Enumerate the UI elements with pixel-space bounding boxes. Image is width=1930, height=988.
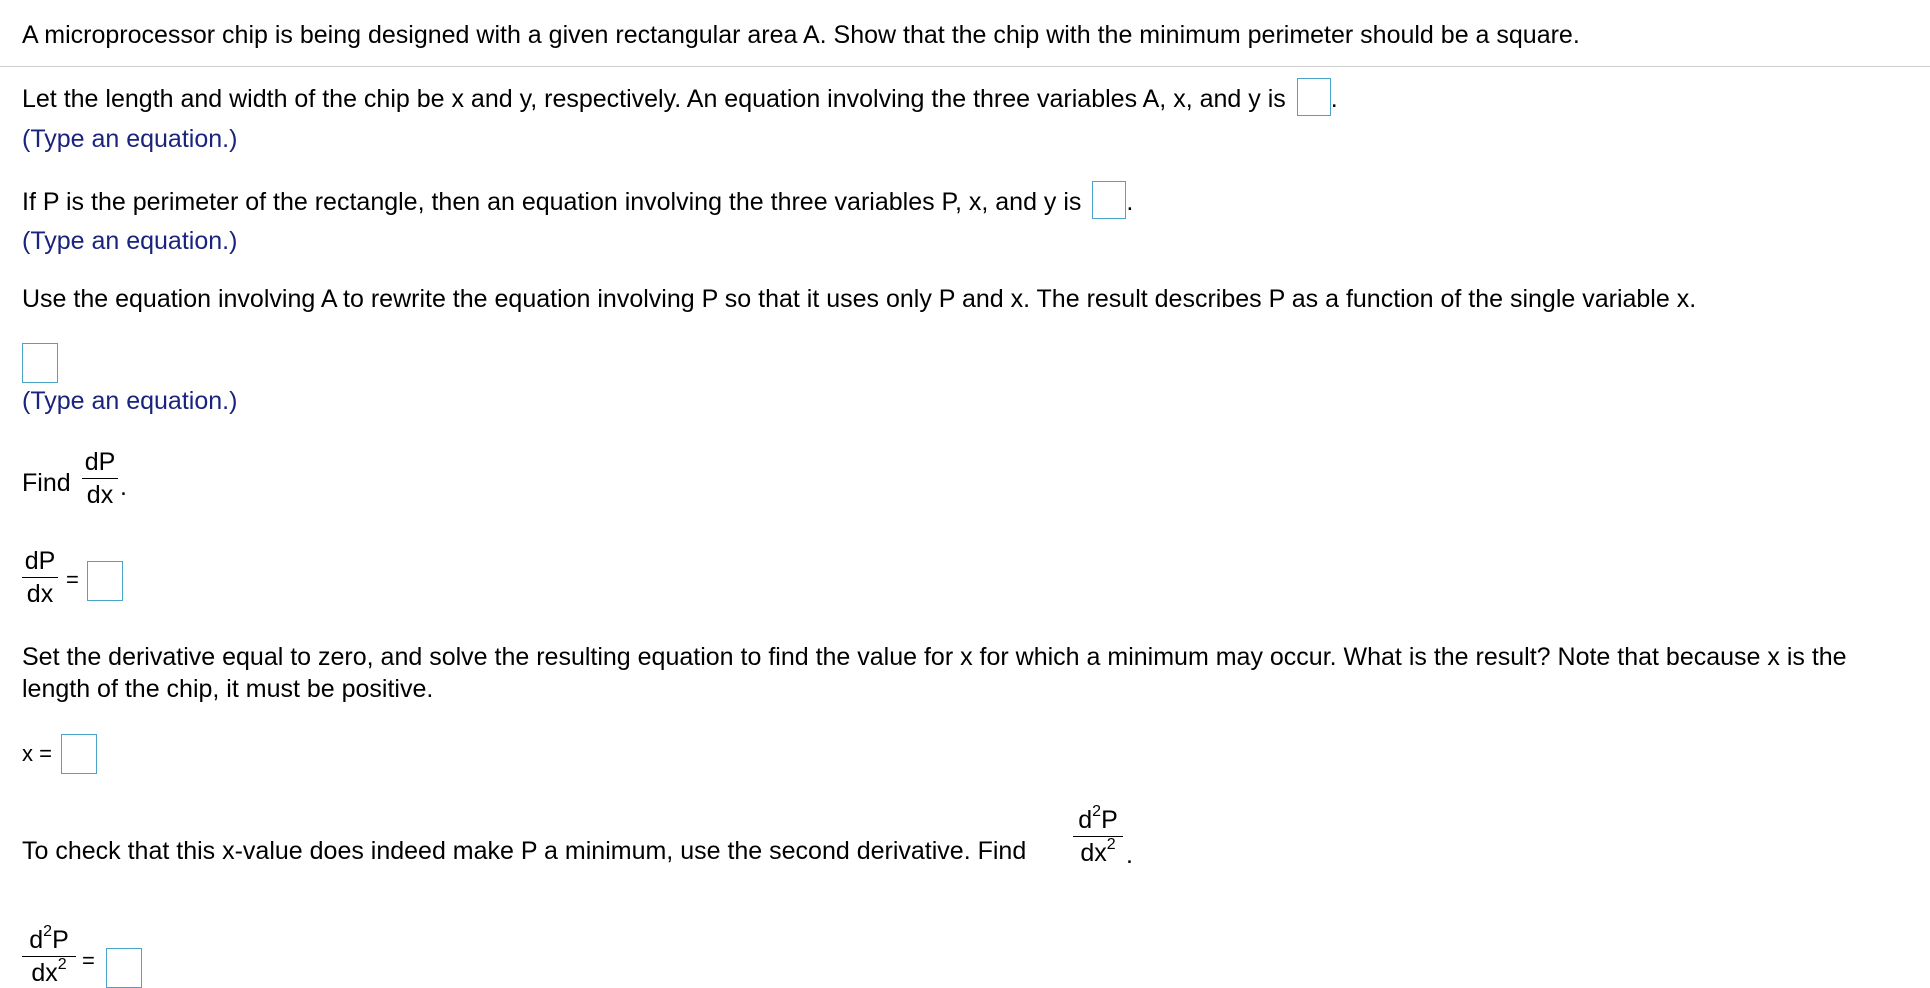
perimeter-equation-input[interactable] — [1092, 181, 1126, 219]
critical-point-prompt-line1: Set the derivative equal to zero, and solve the resulting equation to find the value for x for which a minimum may occur. What is the result? Note that because x is the — [22, 643, 1847, 671]
single-variable-hint: (Type an equation.) — [22, 387, 238, 415]
perimeter-equation-prompt: If P is the perimeter of the rectangle, then an equation involving the three variables P, x, and y is — [22, 188, 1082, 216]
d2p-numerator: $d^2P$ — [29, 922, 69, 954]
x-equals-label: x = — [22, 741, 52, 766]
x-value-input[interactable] — [61, 734, 97, 774]
find-dp-numerator: dP — [84, 448, 116, 476]
problem-statement: A microprocessor chip is being designed with a given rectangular area A. Show that the chip with the minimum perimeter should be a square. — [22, 21, 1580, 49]
area-equation-row — [22, 84, 1338, 116]
find-period: . — [120, 473, 127, 501]
find-fraction-bar — [82, 478, 118, 479]
area-equation-period: . — [1330, 85, 1338, 113]
dp-dx-equals: = — [66, 567, 79, 592]
dp-dx-fraction-bar — [22, 577, 58, 578]
area-equation-hint: (Type an equation.) — [22, 125, 238, 153]
second-derivative-prompt: To check that this x-value does indeed make P a minimum, use the second derivative. Find — [22, 837, 1027, 865]
find-d2p-numerator: $d^2P$ — [1078, 802, 1118, 834]
area-equation-prompt: Let the length and width of the chip be x and y, respectively. An equation involving the three variables A, x, and y is — [22, 85, 1286, 113]
find-dx-denominator: dx — [86, 481, 114, 509]
area-equation-input[interactable] — [1297, 78, 1331, 116]
second-derivative-period: . — [1126, 841, 1133, 869]
find-dx2-denominator: $dx^2$ — [1080, 835, 1116, 867]
dp-dx-input[interactable] — [87, 561, 123, 601]
single-variable-input[interactable] — [22, 343, 58, 383]
dx-denominator: dx — [26, 580, 54, 608]
perimeter-equation-hint: (Type an equation.) — [22, 227, 238, 255]
perimeter-equation-period: . — [1126, 188, 1134, 216]
find-d2p-dx2-fraction — [1073, 802, 1123, 867]
critical-point-prompt-line2: length of the chip, it must be positive. — [22, 675, 434, 703]
d2p-dx2-input[interactable] — [106, 948, 142, 988]
d2p-dx2-equals: = — [82, 948, 95, 973]
perimeter-equation-row — [22, 187, 1133, 219]
dp-dx-fraction — [22, 547, 58, 608]
d2p-dx2-fraction — [22, 922, 76, 987]
single-variable-prompt: Use the equation involving A to rewrite the equation involving P so that it uses only P and x. The result describes P as a function of the single variable x. — [22, 285, 1697, 313]
dp-numerator: dP — [24, 547, 56, 575]
d2p-fraction-bar — [22, 956, 76, 957]
dx2-denominator: $dx^2$ — [31, 955, 67, 987]
find-label: Find — [22, 469, 71, 497]
header-divider — [0, 66, 1930, 67]
find-dp-dx-fraction — [82, 448, 118, 509]
